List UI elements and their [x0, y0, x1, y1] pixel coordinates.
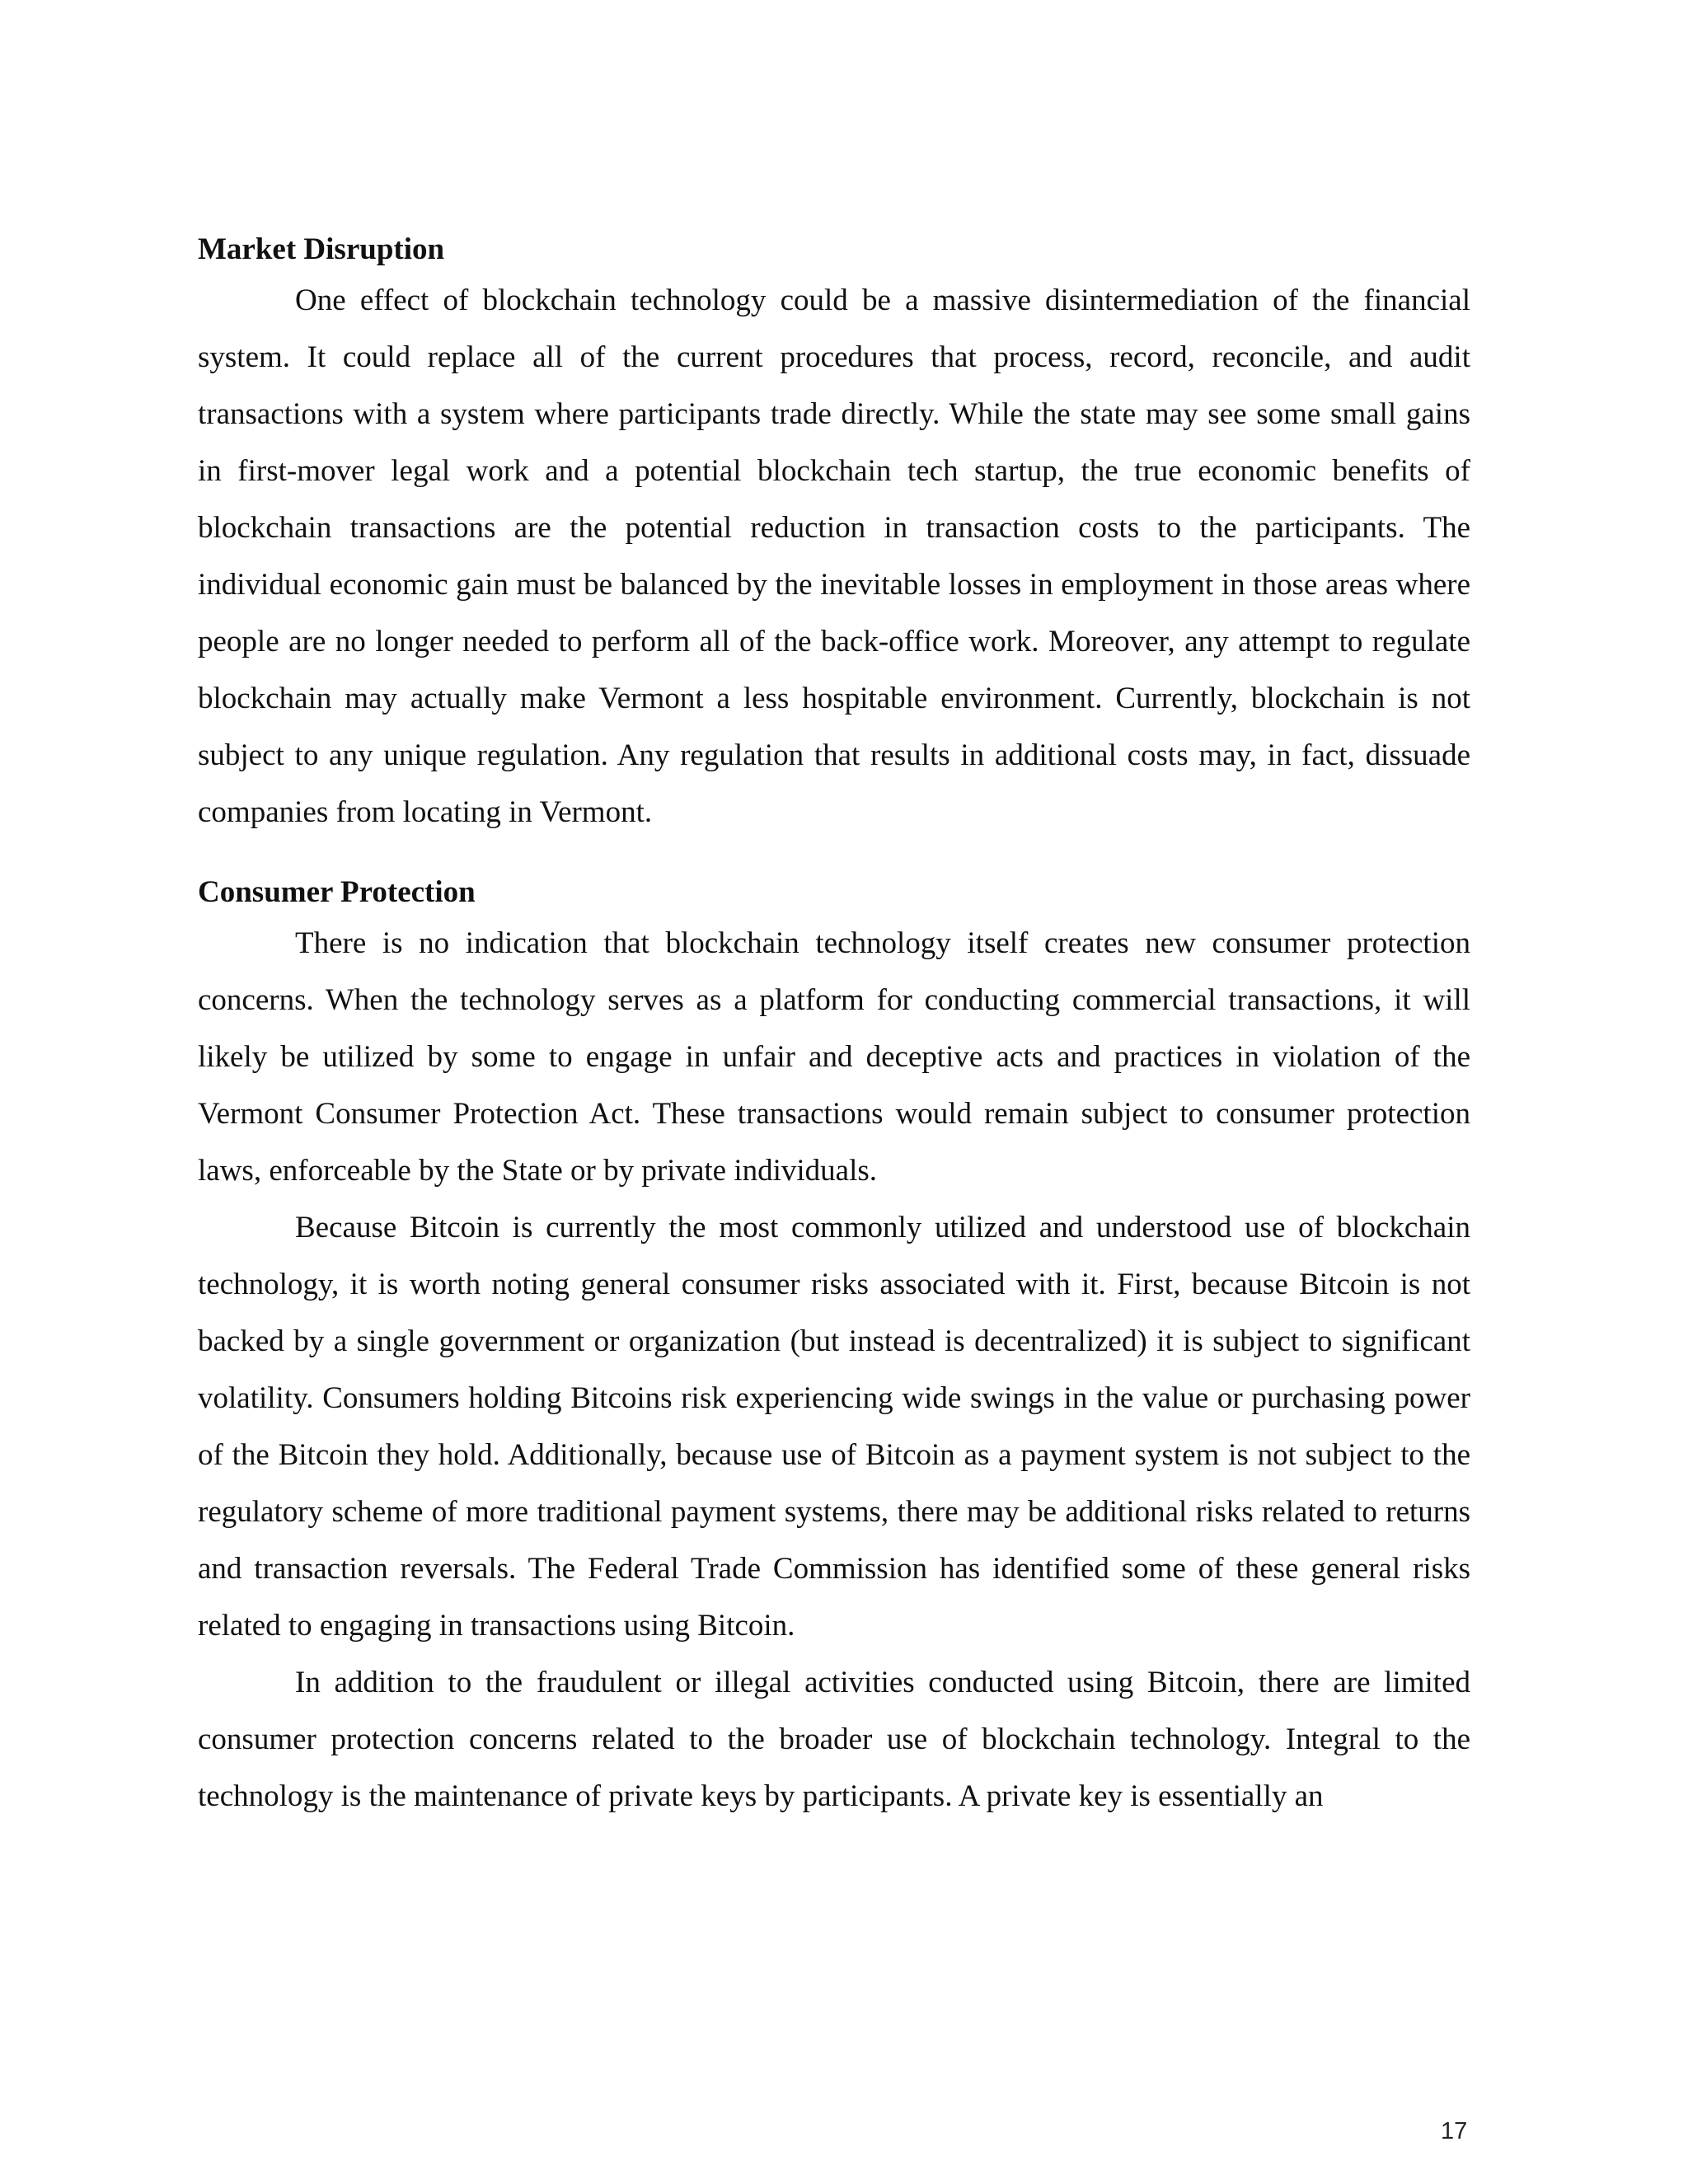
paragraph-consumer-protection-3: In addition to the fraudulent or illegal activities conducted using Bitcoin, there are limited consumer protection concerns related to the broader use of blockchain technology. Integral to the technology is the maintenance of private keys by participants. A private key is essentially an	[198, 1666, 1470, 1813]
paragraph-consumer-protection-1: There is no indication that blockchain technology itself creates new consumer protection concerns. When the technology serves as a platform for conducting commercial transactions, it will likely be utilized by some to engage in unfair and deceptive acts and practices in violation of the Vermont Consumer Protection Act. These transactions would remain subject to consumer protection laws, enforceable by the State or by private individuals.	[198, 926, 1470, 1188]
section-heading-market-disruption: Market Disruption	[198, 232, 445, 266]
paragraph-market-disruption-1: One effect of blockchain technology could be a massive disintermediation of the financial system. It could replace all of the current procedures that process, record, reconcile, and audit transactions with a system where participants trade directly. While the state may see some small gains in first-mover legal work and a potential blockchain tech startup, the true economic benefits of blockchain transactions are the potential reduction in transaction costs to the participants. The individual economic gain must be balanced by the inevitable losses in employment in those areas where people are no longer needed to perform all of the back-office work. Moreover, any attempt to regulate blockchain may actually make Vermont a less hospitable environment. Currently, blockchain is not subject to any unique regulation. Any regulation that results in additional costs may, in fact, dissuade companies from locating in Vermont.	[198, 284, 1470, 829]
page-number: 17	[1441, 2118, 1468, 2144]
document-body	[198, 227, 1470, 1825]
section-spacer	[198, 841, 1470, 870]
paragraph-consumer-protection-2: Because Bitcoin is currently the most commonly utilized and understood use of blockchain technology, it is worth noting general consumer risks associated with it. First, because Bitcoin is not backed by a single government or organization (but instead is decentralized) it is subject to significant volatility. Consumers holding Bitcoins risk experiencing wide swings in the value or purchasing power of the Bitcoin they hold. Additionally, because use of Bitcoin as a payment system is not subject to the regulatory scheme of more traditional payment systems, there may be additional risks related to returns and transaction reversals. The Federal Trade Commission has identified some of these general risks related to engaging in transactions using Bitcoin.	[198, 1211, 1470, 1643]
section-heading-consumer-protection: Consumer Protection	[198, 875, 476, 909]
